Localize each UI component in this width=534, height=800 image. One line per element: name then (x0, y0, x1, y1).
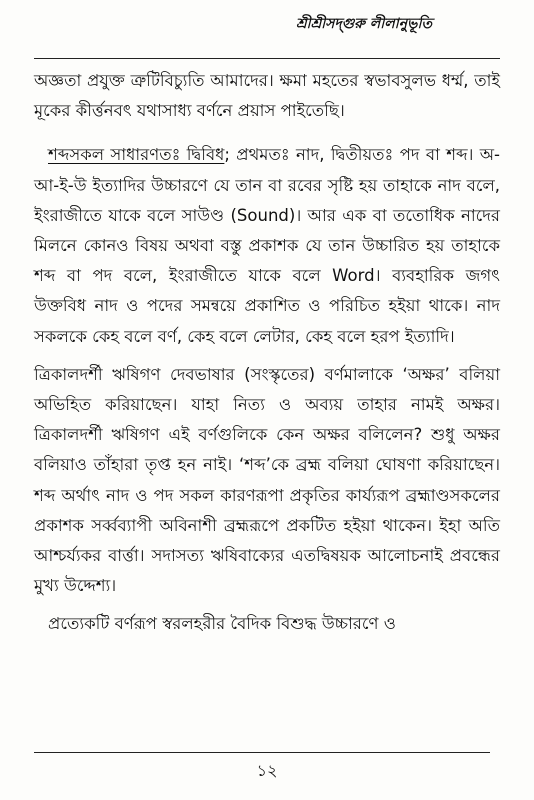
paragraph-2-underlined-heading: শব্দসকল সাধারণতঃ দ্বিবিধ (48, 145, 225, 165)
paragraph-2-text: ; প্রথমতঃ নাদ, দ্বিতীয়তঃ পদ বা শব্দ। অ-আ-ই-উ ইত্যাদির উচ্চারণে যে তান বা রবের সৃষ্টি হয় তাহাকে নাদ বলে, ইংরাজীতে যাকে বলে সাউণ্ড (Sound)। আর এক বা ততোধিক নাদের মিলনে কোনও বিষয় অথবা বস্তু প্রকাশক যে তান উচ্চারিত হয় তাহাকে শব্দ বা পদ বলে, ইংরাজীতে যাকে বলে Word। ব্যবহারিক জগৎ উক্তবিধ নাদ ও পদের সমন্বয়ে প্রকাশিত ও পরিচিত হইয়া থাকে। নাদ সকলকে কেহ বলে বর্ণ, কেহ বলে লেটার, কেহ বলে হরপ ইত্যাদি। (34, 145, 501, 346)
header-title: শ্রীশ্রীসদ্গুরু লীলানুভূতি (296, 16, 432, 32)
paragraph-4: প্রত্যেকটি বর্ণরূপ স্বরলহরীর বৈদিক বিশুদ্ধ উচ্চারণে ও (48, 614, 396, 634)
paragraph-1: অজ্ঞতা প্রযুক্ত ত্রুটিবিচ্যুতি আমাদের। ক্ষমা মহতের স্বভাবসুলভ ধর্ম্ম, তাই মূকের কীর্ত্তনবৎ যথাসাধ্য বর্ণনে প্রয়াস পাইতেছি। (34, 71, 500, 121)
header-divider (34, 58, 500, 59)
running-header (40, 12, 502, 36)
page-number: ১২ (256, 761, 278, 780)
page-body (34, 66, 500, 648)
paragraph-3: ত্রিকালদর্শী ঋষিগণ দেবভাষার (সংস্কৃতের) বর্ণমালাকে ‘অক্ষর’ বলিয়া অভিহিত করিয়াছেন। যাহা নিত্য ও অব্যয় তাহার নামই অক্ষর। ত্রিকালদর্শী ঋষিগণ এই বর্ণগুলিকে কেন অক্ষর বলিলেন? শুধু অক্ষর বলিয়াও তাঁহারা তৃপ্ত হন নাই। ‘শব্দ’কে ব্রহ্ম বলিয়া ঘোষণা করিয়াছেন। শব্দ অর্থাৎ নাদ ও পদ সকল কারণরূপা প্রকৃতির কার্য্যরূপ ব্রহ্মাণ্ডসকলের প্রকাশক সর্ব্বব্যাপী অবিনাশী ব্রহ্মরূপে প্রকটিত হইয়া থাকেন। ইহা অতি আশ্চর্য্যকর বার্ত্তা। সদাসত্য ঋষিবাক্যের এতদ্বিষয়ক আলোচনাই প্রবন্ধের মুখ্য উদ্দেশ্য। (34, 364, 500, 596)
footer-divider (34, 752, 490, 753)
paragraph-2 (34, 140, 500, 351)
